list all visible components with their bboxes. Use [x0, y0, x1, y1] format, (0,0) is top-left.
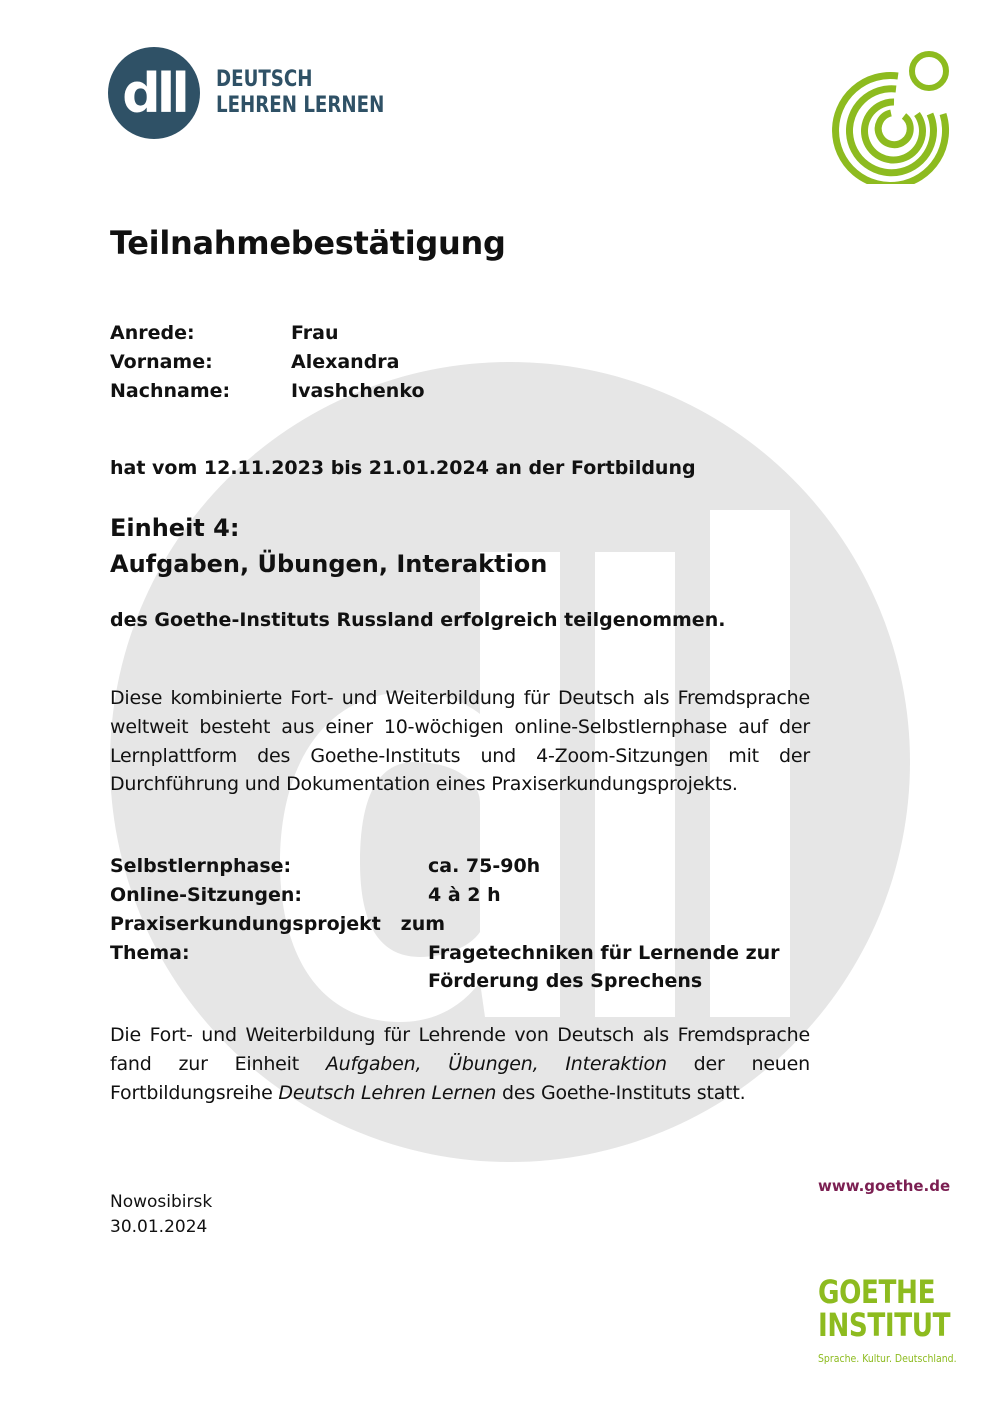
goethe-logo-tagline: Sprache. Kultur. Deutschland. [818, 1352, 957, 1365]
firstname-value: Alexandra [291, 351, 400, 373]
statement-intro: hat vom 12.11.2023 bis 21.01.2024 an der Fortbildung [110, 457, 696, 479]
closing-series-title: Deutsch Lehren Lernen [278, 1081, 497, 1104]
footer-date: 30.01.2024 [110, 1217, 208, 1237]
project-topic-line1: Fragetechniken für Lernende zur [428, 942, 780, 964]
dll-logo-text [216, 67, 399, 119]
salutation-value: Frau [291, 322, 339, 344]
description-paragraph: Diese kombinierte Fort- und Weiterbildung für Deutsch als Fremdsprache weltweit besteht aus einer 10-wöchigen online-Selbstlernphase auf der Lernplattform des Goethe-Instituts und 4-Zoom-Sitzungen mit der Durchführung und Dokumentation eines Praxiserkundungsprojekts. [110, 687, 810, 796]
lastname-value: Ivashchenko [291, 380, 425, 402]
dll-logo [108, 47, 399, 139]
closing-unit-title: Aufgaben, Übungen, Interaktion [325, 1052, 667, 1075]
online-sessions-value: 4 à 2 h [428, 884, 501, 906]
online-sessions-label: Online-Sitzungen: [110, 884, 303, 906]
closing-text-2: der neuen Fortbildungsreihe [110, 1052, 810, 1104]
self-study-label: Selbstlernphase: [110, 855, 292, 877]
closing-text-1: Die Fort- und Weiterbildung für Lehrende von Deutsch als Fremdsprache fand zur Einheit [110, 1024, 810, 1075]
goethe-website-link[interactable]: www.goethe.de [818, 1177, 951, 1195]
dll-logo-mark: dll [108, 47, 200, 139]
dll-logo-line2: LEHREN LERNEN [216, 93, 385, 118]
footer-place: Nowosibirsk [110, 1192, 213, 1212]
project-label-line2: Thema: [110, 942, 190, 964]
firstname-label: Vorname: [110, 351, 213, 373]
goethe-swirl-logo [816, 44, 956, 184]
unit-number: Einheit 4: [110, 514, 240, 542]
project-topic-line2: Förderung des Sprechens [428, 970, 703, 992]
closing-text-3: des Goethe-Instituts statt. [496, 1081, 746, 1104]
statement-outro: des Goethe-Instituts Russland erfolgreich teilgenommen. [110, 609, 726, 631]
self-study-value: ca. 75-90h [428, 855, 541, 877]
dll-logo-line1: DEUTSCH [216, 67, 313, 92]
project-label-line1: Praxiserkundungsprojekt zum [110, 913, 446, 935]
page-title: Teilnahmebestätigung [110, 224, 506, 262]
closing-paragraph [110, 1021, 810, 1107]
lastname-label: Nachname: [110, 380, 231, 402]
goethe-institut-logo [818, 1273, 981, 1365]
salutation-label: Anrede: [110, 322, 195, 344]
goethe-logo-line1: GOETHE [818, 1273, 936, 1311]
unit-title: Aufgaben, Übungen, Interaktion [110, 550, 548, 578]
goethe-logo-line2: INSTITUT [818, 1306, 951, 1344]
